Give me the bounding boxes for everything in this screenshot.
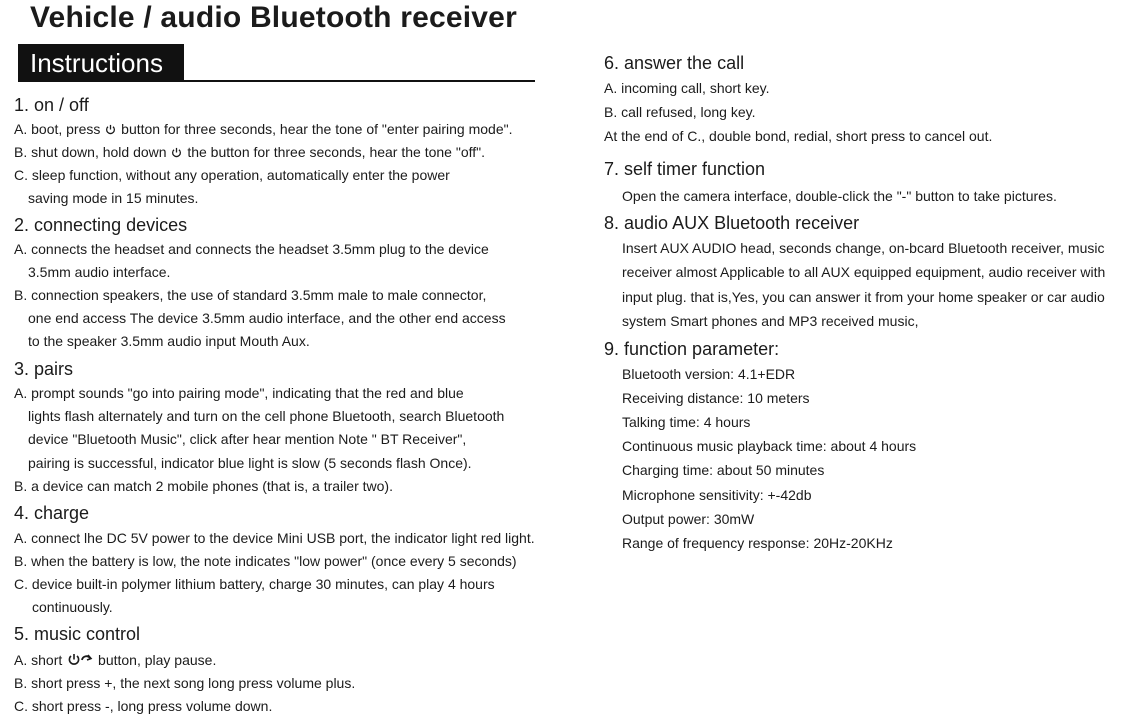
section-1-item-b [14,143,485,162]
section-3-item-a-line-2: lights flash alternately and turn on the cell phone Bluetooth, search Bluetooth [28,408,505,424]
section-3-item-a-line-4: pairing is successful, indicator blue light is slow (5 seconds flash Once). [28,455,472,471]
section-2-item-b-line-3: to the speaker 3.5mm audio input Mouth Aux. [28,333,310,349]
section-4-item-b: B. when the battery is low, the note indicates "low power" (once every 5 seconds) [14,553,517,569]
section-9-heading: 9. function parameter: [604,339,780,359]
section-5-item-a [14,651,216,670]
document-title: Vehicle / audio Bluetooth receiver [30,1,517,34]
banner-underline [184,80,535,82]
section-5-item-b: B. short press +, the next song long press volume plus. [14,675,356,691]
section-1-item-c-line-1: C. sleep function, without any operation, automatically enter the power [14,167,450,183]
section-4-item-c-line-2: continuously. [32,599,113,615]
instructions-banner: Instructions [18,44,184,82]
section-8-text-line-3: input plug. that is,Yes, you can answer it from your home speaker or car audio [622,289,1105,305]
section-4-item-c-line-1: C. device built-in polymer lithium battery, charge 30 minutes, can play 4 hours [14,576,495,592]
param-frequency-response: Range of frequency response: 20Hz-20KHz [622,535,893,551]
section-5-heading: 5. music control [14,624,141,644]
section-1-item-c-line-2: saving mode in 15 minutes. [28,190,199,206]
section-4-item-a: A. connect lhe DC 5V power to the device Mini USB port, the indicator light red light. [14,530,535,546]
param-playback-time: Continuous music playback time: about 4 hours [622,438,917,454]
section-2-heading: 2. connecting devices [14,215,188,235]
power-arrow-icon [67,652,93,670]
power-icon [105,121,116,139]
section-8-text-line-4: system Smart phones and MP3 received music, [622,313,919,329]
section-2-item-a-line-1: A. connects the headset and connects the headset 3.5mm plug to the device [14,241,489,257]
section-1-item-a-text-2: button for three seconds, hear the tone of "enter pairing mode". [117,121,513,137]
section-5-item-c: C. short press -, long press volume down. [14,698,273,714]
section-2-item-b-line-1: B. connection speakers, the use of standard 3.5mm male to male connector, [14,287,487,303]
section-2-item-a-line-2: 3.5mm audio interface. [28,264,171,280]
section-5-item-a-text-2: button, play pause. [94,652,217,668]
section-1-item-a [14,120,512,139]
param-bluetooth-version: Bluetooth version: 4.1+EDR [622,366,796,382]
section-3-item-b: B. a device can match 2 mobile phones (that is, a trailer two). [14,478,393,494]
section-1-item-b-text-1: B. shut down, hold down [14,144,171,160]
section-7-heading: 7. self timer function [604,159,766,179]
section-1-item-b-text-2: the button for three seconds, hear the tone "off". [183,144,485,160]
section-8-text-line-2: receiver almost Applicable to all AUX equipped equipment, audio receiver with [622,264,1106,280]
section-8-text-line-1: Insert AUX AUDIO head, seconds change, on-bcard Bluetooth receiver, music [622,240,1105,256]
section-3-item-a-line-1: A. prompt sounds "go into pairing mode", indicating that the red and blue [14,385,464,401]
section-1-heading: 1. on / off [14,95,89,115]
section-6-item-b: B. call refused, long key. [604,104,756,120]
section-3-heading: 3. pairs [14,359,74,379]
section-4-heading: 4. charge [14,503,90,523]
section-3-item-a-line-3: device "Bluetooth Music", click after hear mention Note " BT Receiver", [28,431,467,447]
param-microphone-sensitivity: Microphone sensitivity: +-42db [622,487,812,503]
section-6-item-a: A. incoming call, short key. [604,80,770,96]
param-charging-time: Charging time: about 50 minutes [622,462,825,478]
section-6-heading: 6. answer the call [604,53,745,73]
power-icon [171,144,182,162]
section-6-item-c: At the end of C., double bond, redial, short press to cancel out. [604,128,993,144]
section-7-text: Open the camera interface, double-click the "-" button to take pictures. [622,188,1057,204]
section-1-item-a-text-1: A. boot, press [14,121,105,137]
param-talking-time: Talking time: 4 hours [622,414,751,430]
section-5-item-a-text-1: A. short [14,652,67,668]
section-8-heading: 8. audio AUX Bluetooth receiver [604,213,860,233]
param-receiving-distance: Receiving distance: 10 meters [622,390,810,406]
param-output-power: Output power: 30mW [622,511,755,527]
section-2-item-b-line-2: one end access The device 3.5mm audio interface, and the other end access [28,310,506,326]
